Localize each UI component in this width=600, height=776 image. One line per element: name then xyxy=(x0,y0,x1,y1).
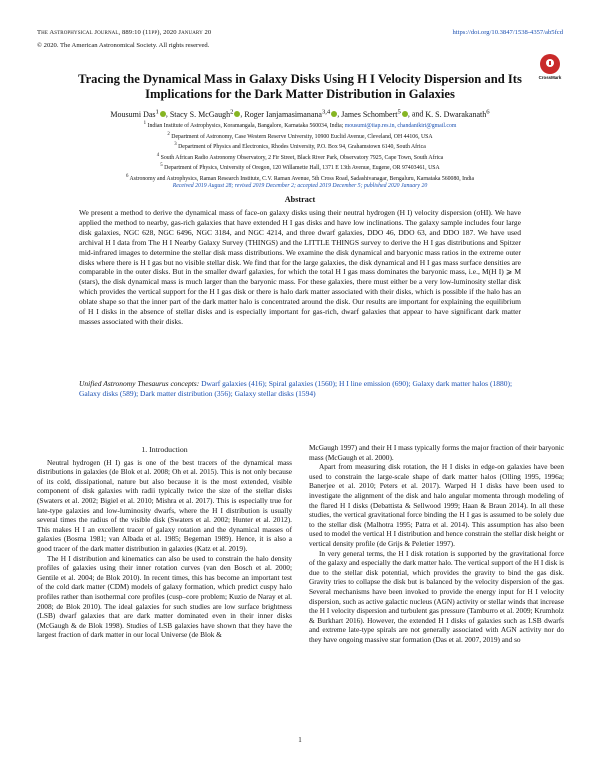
paragraph: McGaugh 1997) and their H I mass typically forms the major fraction of their baryonic mass (McGaugh et al. 2000). xyxy=(309,443,564,462)
abstract-heading: Abstract xyxy=(284,195,316,204)
received-dates: Received 2019 August 28; revised 2019 December 2; accepted 2019 December 5; published 2020 January 20 xyxy=(172,183,428,190)
paragraph: In very general terms, the H I disk rotation is supported by the gravitational force of the galaxy and especially the dark matter halo. The vertical support of the H I disk is due to the stellar disk potential, which provides the gravity to bind the gas disk. Gravity tries to collapse the disk but is balanced by the velocity dispersion of the gas. Several mechanisms have been invoked to provide the energy input for H I velocity dispersion, such as active galactic nucleus (AGN) activity or stellar winds that increase the H I velocity dispersion and turbulent gas pressure (Tamburro et al. 2009; Krumholz & Burkhart 2016). However, the extended H I disks of galaxies such as LSB dwarfs and extreme late-type spirals are not generally associated with AGN activity nor do they have ongoing massive star formation (Das et al. 2007, 2019) and so xyxy=(309,548,564,644)
author: James Schombert$^5$ xyxy=(341,110,408,119)
section-heading: 1. Introduction xyxy=(141,445,188,454)
paper-title: Tracing the Dynamical Mass in Galaxy Disks Using H I Velocity Dispersion and Its Implications for the Dark Matter Distribution in Galaxies xyxy=(78,72,522,101)
doi-link[interactable]: https://doi.org/10.3847/1538-4357/ab5fcd xyxy=(452,29,563,36)
orcid-icon[interactable] xyxy=(331,111,337,117)
crossmark-label: CrossMark xyxy=(538,75,562,80)
affiliations xyxy=(30,120,570,191)
paragraph: The H I distribution and kinematics can also be used to constrain the halo density profiles of galaxies using their inner rotation curves (van den Bosch et al. 2000; Gentile et al. 2004; de Blok 2010). In recent times, this has become an important test of the cold dark matter (CDM) models of galaxy formation, which predict cuspy halo profiles rather than isothermal core profiles (cusp–core problem; Kuzio de Naray et al. 2008; de Blok 2010). The ideal galaxies for such studies are low surface brightness (LSB) dwarf galaxies that are dark matter dominated even in their inner disks (McGaugh & de Blok 1998). Studies of LSB galaxies have shown that they have the largest fraction of dark matter in our local Universe (de Blok & xyxy=(37,553,292,640)
affiliation: $^6$ Astronomy and Astrophysics, Raman Research Institute, C.V. Raman Avenue, 5th Cross Road, Sadashivanagar, Bengaluru, Karnataka 560080, India xyxy=(125,173,475,182)
orcid-icon[interactable] xyxy=(160,111,166,117)
affiliation: $^3$ Department of Physics and Electronics, Rhodes University, P.O. Box 94, Grahamstown 6140, South Africa xyxy=(174,142,426,150)
orcid-icon[interactable] xyxy=(234,111,240,117)
left-column xyxy=(37,445,292,640)
keywords xyxy=(79,379,521,399)
affiliation: $^2$ Department of Astronomy, Case Western Reserve University, 10900 Euclid Avenue, Cleveland, OH 44106, USA xyxy=(167,131,433,140)
author: Stacy S. McGaugh$^2$ xyxy=(170,110,241,119)
abstract-body: We present a method to derive the dynamical mass of face-on galaxy disks using their neutral hydrogen (H I) velocity dispersion (σHI). We have applied the method to nearby, gas-rich galaxies that have extended H I gas disks and have low inclinations. The galaxy sample includes four large disk galaxies, NGC 628, NGC 6496, NGC 3184, and NGC 4214, and three dwarf galaxies, DDO 46, DDO 63, and DDO 187. We have used archival H I data from The H I Nearby Galaxy Survey (THINGS) and the LITTLE THINGS survey to derive the H I gas distributions and Spitzer mid-infrared images to determine the stellar disk mass distributions. We examine the disk dynamical and baryonic mass ratios in the extreme outer disks where there is H I gas but no visible stellar disk. We find that for the large galaxies, the disk dynamical and H I gas mass surface densities are comparable in the outer disks. But in the smaller dwarf galaxies, for which the total H I gas mass dominates the baryonic mass, i.e., M(H I) ⩾ M (stars), the disk dynamical mass is much larger than the baryonic mass. For these galaxies, there must either be a very low-luminosity stellar disk which provides the vertical support for the H I gas disk or there is halo dark matter associated with their disks, which is possible if the halo has an oblate shape so that the inner part of the dark matter halo is concentrated around the disk. Our results are important for explaining the equilibrium of H I disks in the absence of stellar disks and is especially important for gas-rich, dwarf galaxies that appear to have significant dark matter masses associated with their disks. xyxy=(79,208,521,326)
copyright-line: © 2020. The American Astronomical Society. All rights reserved. xyxy=(37,42,210,49)
author: Mousumi Das$^1$ xyxy=(110,110,165,119)
keywords-label: Unified Astronomy Thesaurus concepts: xyxy=(79,379,200,388)
right-column xyxy=(309,443,564,644)
author-list: Mousumi Das$^1$ , Stacy S. McGaugh$^2$ , Roger Ianjamasimanana$^{3,4}$ , James Schombert$^5$ , and K. S. Dwarakanath$^6$ xyxy=(110,108,490,119)
affiliation: $^1$ Indian Institute of Astrophysics, Koramangala, Bangalore, Karnataka 560034, India; mousumi@iiap.res.in, chandanikiri@gmail.com xyxy=(143,121,457,129)
running-header xyxy=(37,29,563,53)
journal-citation: The Astrophysical Journal, 889:10 (11pp), 2020 January 20 xyxy=(37,29,212,36)
paragraph: Neutral hydrogen (H I) gas is one of the best tracers of the dynamical mass distributions in galaxies (de Blok et al. 2008; Oh et al. 2015). This is not only because of its cold, dissipational, nature but also because it is the most extended, visible component of disk galaxies with radii typically twice the size of the stellar disks (Swaters et al. 2002; Bigiel et al. 2010; Mishra et al. 2017). This is especially true for late-type galaxies and low-luminosity dwarfs, where the H I distribution is usually several times the radius of the visible disk (Swaters et al. 2002; Hunter et al. 2012). This makes H I an excellent tracer of galaxy rotation and the dynamical masses of galaxies (Bosma 1981; van Albada et al. 1985; Begeman 1989). Hence, it is also a good tracer of the dark matter distribution in galaxies (Katz et al. 2019). xyxy=(37,457,292,553)
page-number: 1 xyxy=(298,736,302,744)
affiliation: $^5$ Department of Physics, University of Oregon, 120 Willamette Hall, 1371 E 13th Avenue, Eugene, OR 97403461, USA xyxy=(160,163,440,171)
paragraph: Apart from measuring disk rotation, the H I disks in edge-on galaxies have been used to constrain the large-scale shape of dark matter halos (Olling 1995, 1996a; Banerjee et al. 2010; Peters et al. 2017). Warped H I disks have been used to investigate the alignment of the disk and halo angular momenta through modeling of the flared H I disks (Debattista & Sellwood 1999; Haan & Braun 2014). In all these studies, the vertical gravitational force binding the H I gas is assumed to be solely due to the stellar disk (Malhotra 1995; Patra et al. 2014). This assumption has also been used to model the vertical H I distribution and hence constrain the stellar disk height or vertical density profile (de Grijs & Peletier 1997). xyxy=(309,462,564,548)
affiliation: $^4$ South African Radio Astronomy Observatory, 2 Fir Street, Black River Park, Observatory 7925, Cape Town, South Africa xyxy=(156,152,444,161)
keywords-list[interactable]: Dwarf galaxies (416); Spiral galaxies (1560); H I line emission (690); Galaxy dark matter halos (1880); Galaxy disks (589); Dark matter distribution (356); Galaxy stellar disks (1594) xyxy=(79,379,513,398)
author: Roger Ianjamasimanana$^{3,4}$ xyxy=(244,110,337,119)
author-email[interactable]: mousumi@iiap.res.in, chandanikiri@gmail.com xyxy=(344,122,457,129)
orcid-icon[interactable] xyxy=(402,111,408,117)
crossmark-icon xyxy=(540,54,560,74)
author: K. S. Dwarakanath$^6$ xyxy=(425,108,490,119)
